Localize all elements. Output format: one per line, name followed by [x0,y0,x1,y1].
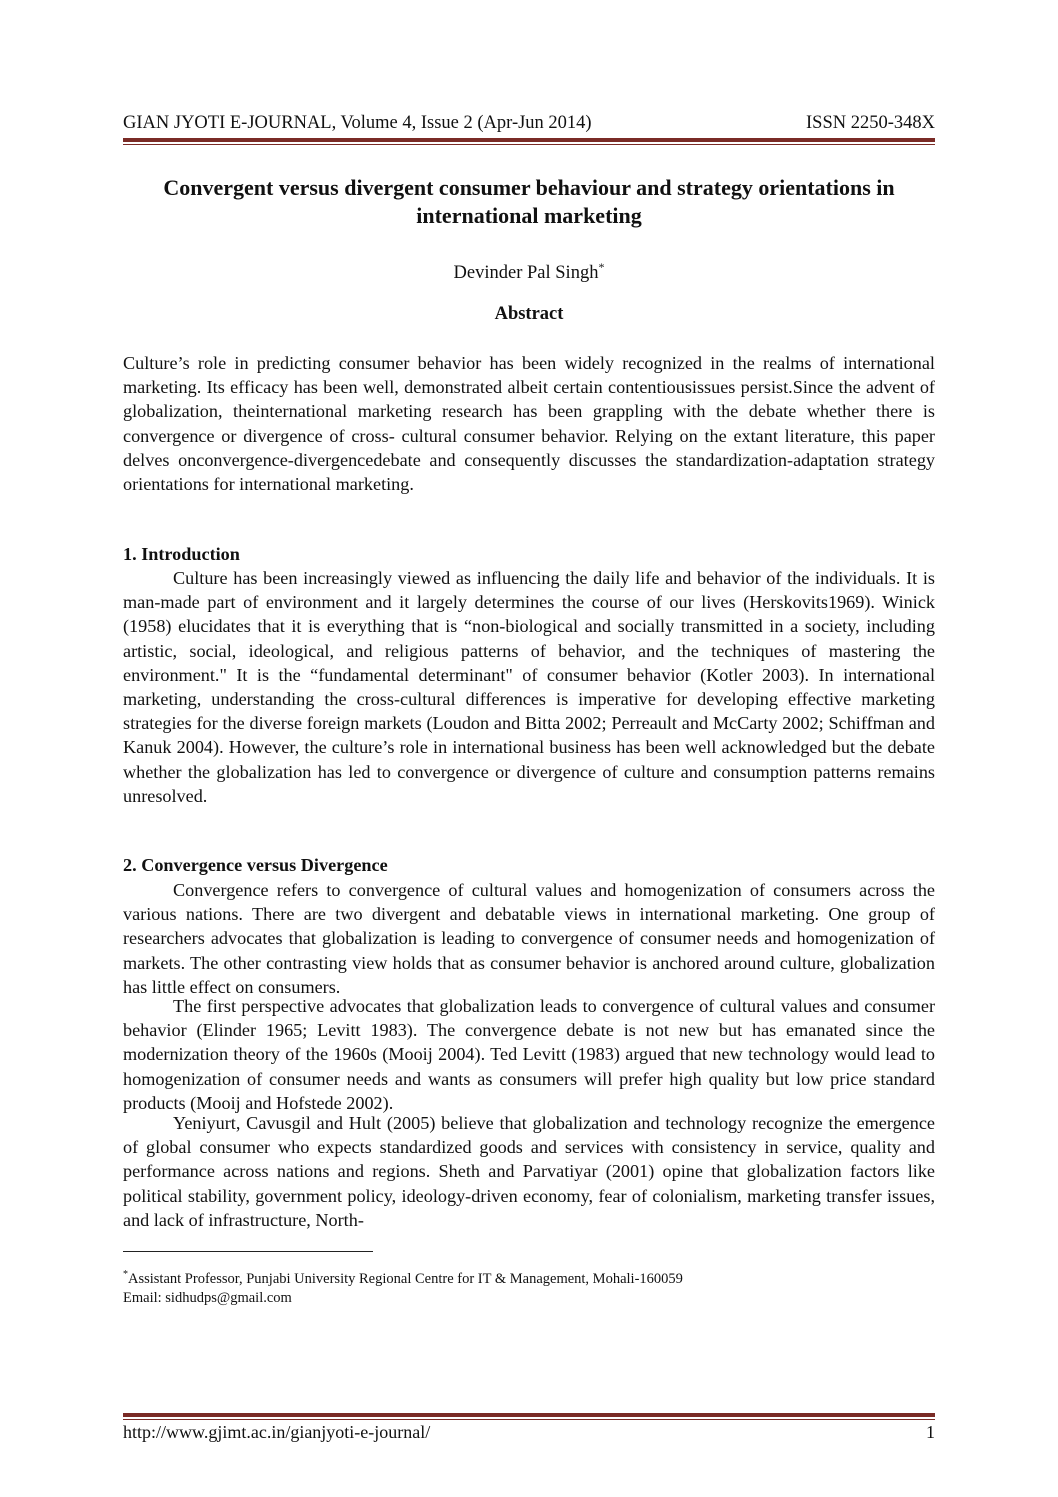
title-line-2: international marketing [416,203,642,228]
footnote [123,1265,935,1308]
paper-title [123,174,935,230]
section-heading-convergence: 2. Convergence versus Divergence [123,855,388,875]
header-rule [123,138,935,145]
section-heading-introduction: 1. Introduction [123,544,240,564]
title-line-1: Convergent versus divergent consumer behaviour and strategy orientations in [163,175,895,200]
footnote-affiliation: Assistant Professor, Punjabi University Regional Centre for IT & Management, Mohali-160059 [128,1270,683,1287]
author [123,256,935,284]
issn: ISSN 2250-348X [806,113,935,133]
author-footnote-mark: * [598,260,605,274]
paragraph: Convergence refers to convergence of cultural values and homogenization of consumers across the various nations. There are two divergent and debatable views in international marketing. One group of researchers advocates that globalization is leading to convergence of consumer needs and homogenization of markets. The other contrasting view holds that as consumer behavior is anchored around culture, globalization has little effect on consumers. [123,880,935,997]
footnote-email: Email: sidhudps@gmail.com [123,1289,292,1306]
running-header [123,112,935,134]
paragraph: Yeniyurt, Cavusgil and Hult (2005) believe that globalization and technology recognize the emergence of global consumer who expects standardized goods and services with consistency in service, quality and performance across nations and regions. Sheth and Parvatiyar (2001) opine that globalization factors like political stability, government policy, ideology-driven economy, fear of colonialism, marketing transfer issues, and lack of infrastructure, North- [123,1113,935,1230]
abstract-heading: Abstract [494,304,564,324]
journal-name: GIAN JYOTI E-JOURNAL, Volume 4, Issue 2 (Apr-Jun 2014) [123,113,592,133]
paragraph: Culture has been increasingly viewed as influencing the daily life and behavior of the individuals. It is man-made part of environment and it largely determines the course of our lives (Herskovits1969). Winick (1958) elucidates that it is everything that is “non-biological and socially transmitted in a society, including artistic, social, ideological, and religious patterns of behavior, and the techniques of mastering the environment." It is the “fundamental determinant" of consumer behavior (Kotler 2003). In international marketing, understanding the cross-cultural differences is imperative for developing effective marketing strategies for the diverse foreign markets (Loudon and Bitta 2002; Perreault and McCarty 2002; Schiffman and Kanuk 2004). However, the culture’s role in international business has been well acknowledged but the debate whether the globalization has led to convergence or divergence of culture and consumption patterns remains unresolved. [123,568,935,806]
paragraph: The first perspective advocates that globalization leads to convergence of cultural values and consumer behavior (Elinder 1965; Levitt 1983). The convergence debate is not new but has emanated since the modernization theory of the 1960s (Mooij 2004). Ted Levitt (1983) argued that new technology would lead to homogenization of consumer needs and wants as consumers will prefer high quality but low price standard products (Mooij and Hofstede 2002). [123,996,935,1113]
footnote-separator [123,1251,373,1252]
abstract-text: Culture’s role in predicting consumer behavior has been widely recognized in the realms of international marketing. Its efficacy has been well, demonstrated albeit certain contentiousissues persist.Since the advent of globalization, theinternational marketing research has been grappling with the debate whether there is convergence or divergence of cross- cultural consumer behavior. Relying on the extant literature, this paper delves onconvergence-divergencedebate and consequently discusses the standardization-adaptation strategy orientations for international marketing. [123,353,935,495]
author-name: Devinder Pal Singh [453,263,599,284]
footer-url[interactable]: http://www.gjimt.ac.in/gianjyoti-e-journal/ [123,1422,431,1442]
footer-rule [123,1413,935,1420]
page-number: 1 [926,1422,935,1442]
footnote-mark: * [123,1269,128,1280]
running-footer [123,1421,935,1443]
